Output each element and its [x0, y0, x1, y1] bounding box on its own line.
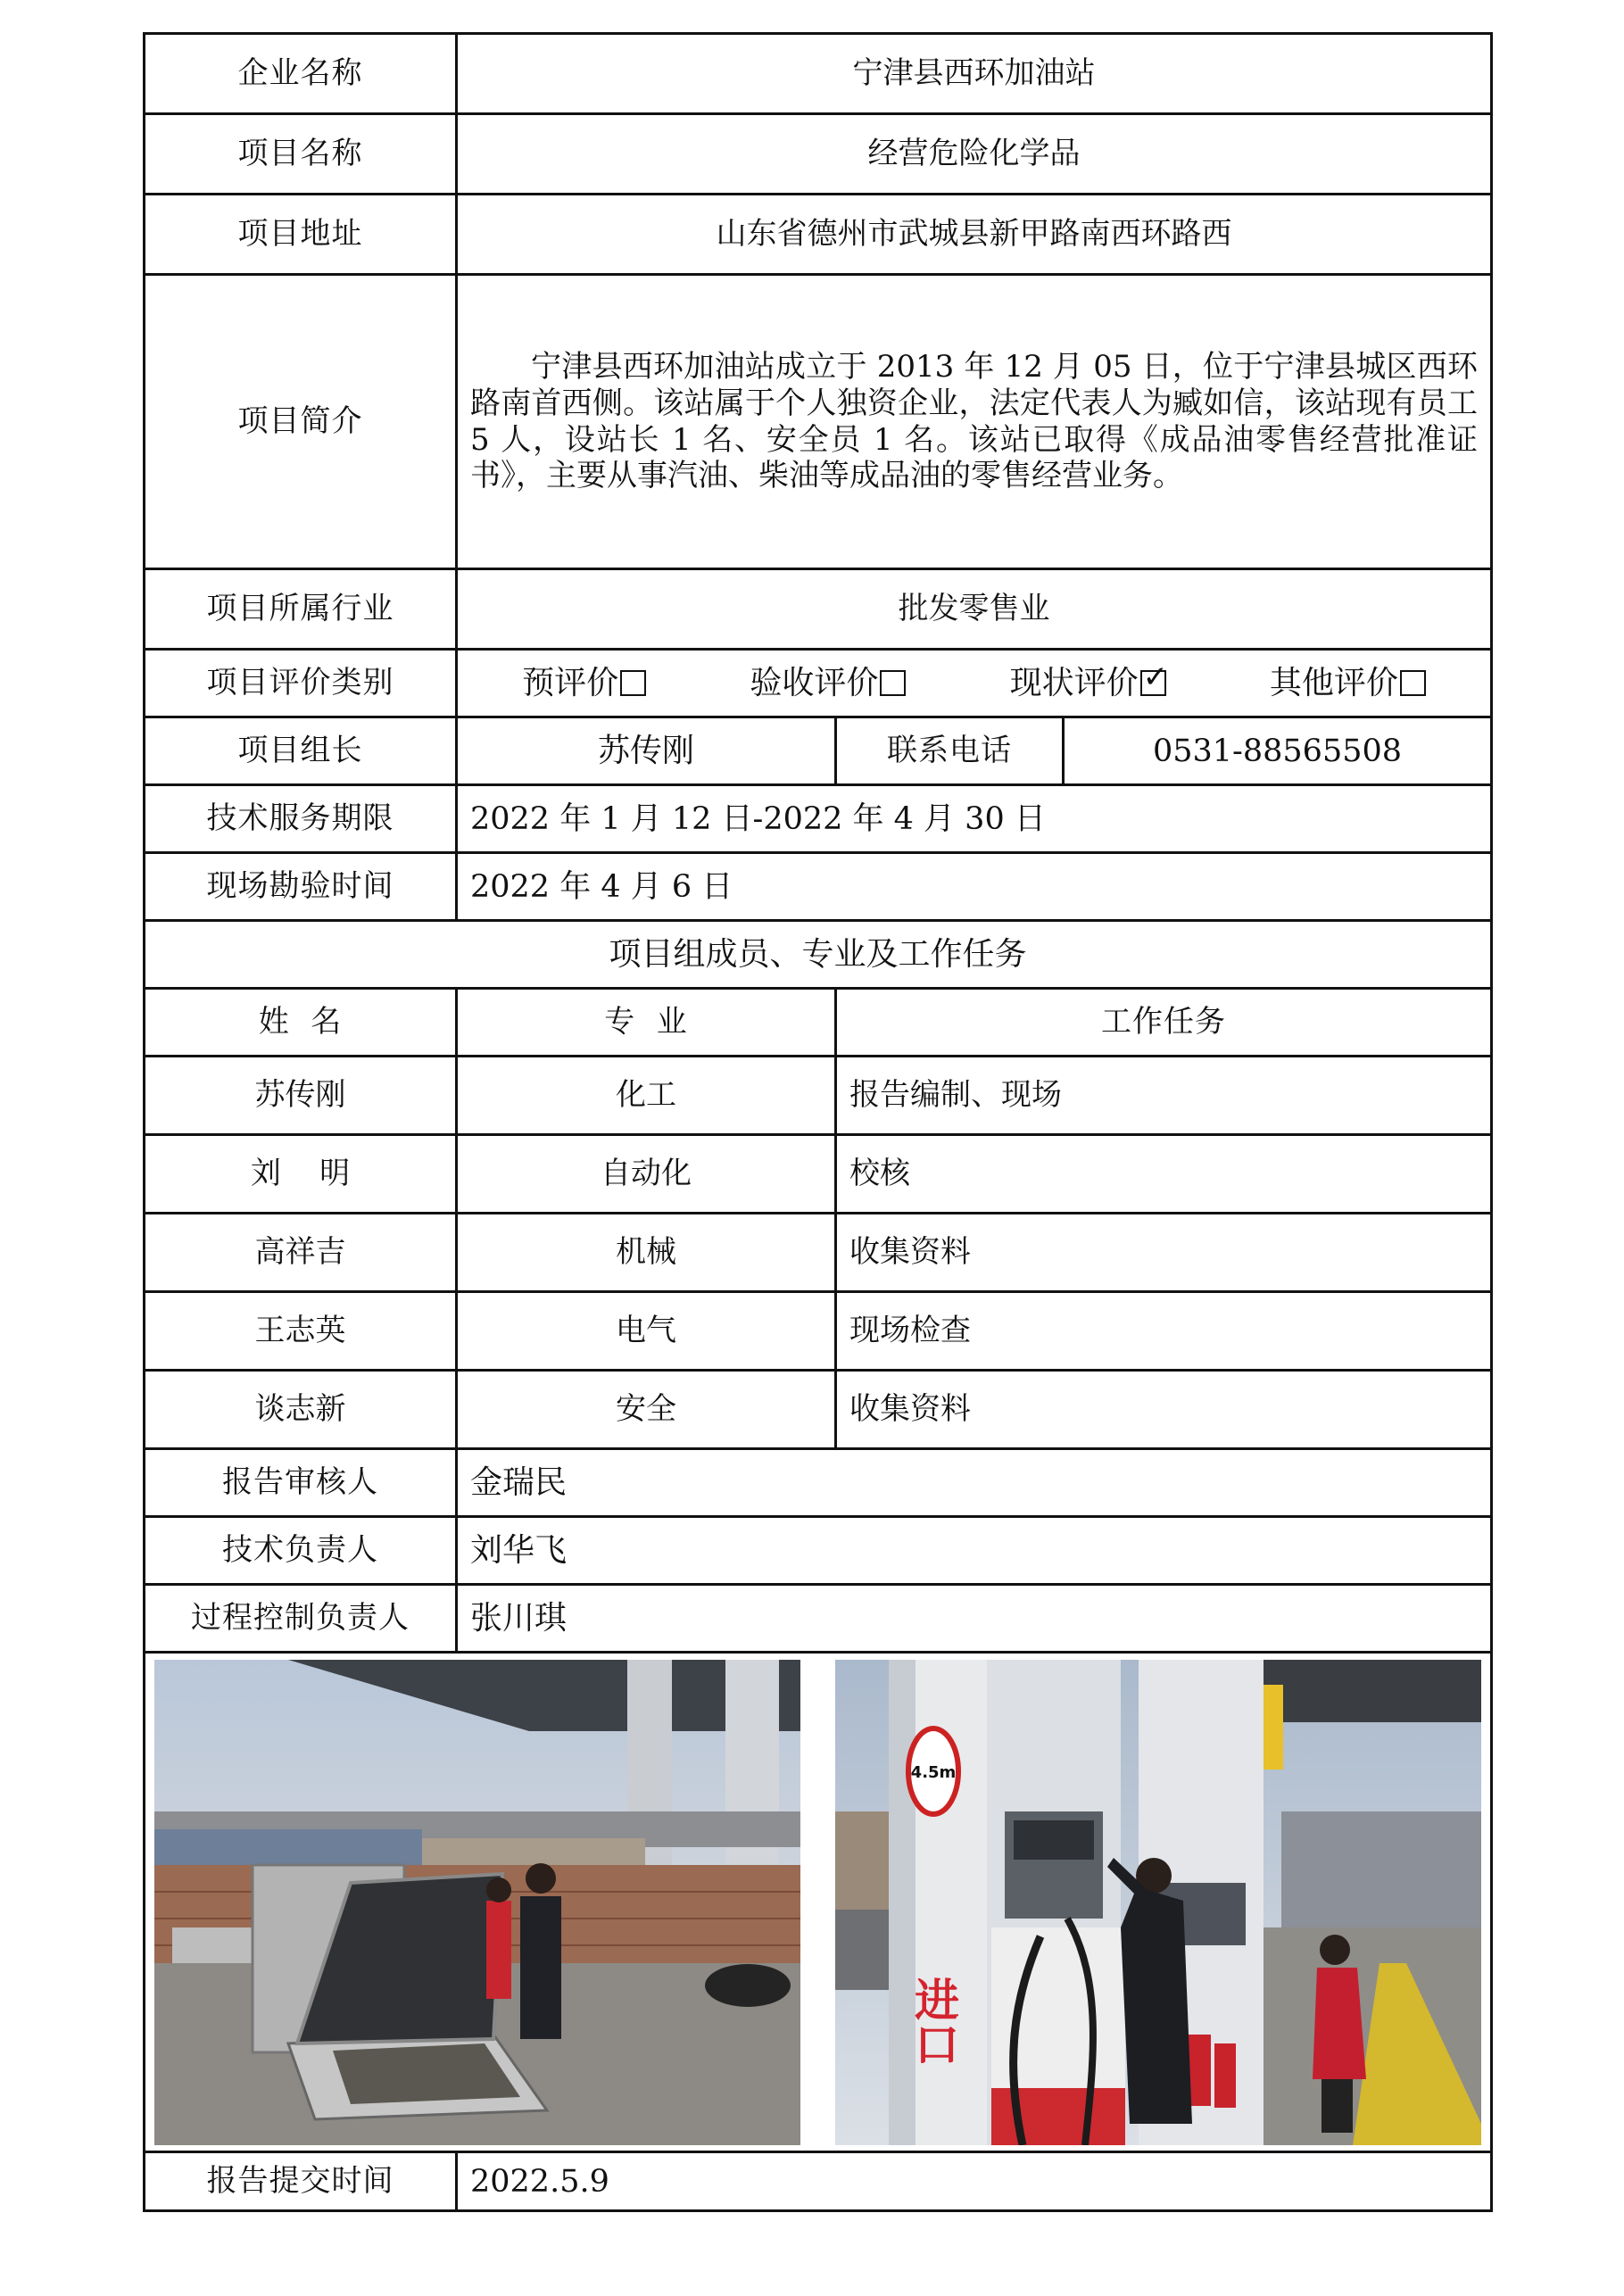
eval-option-other: 其他评价	[1270, 664, 1426, 702]
row-process-lead	[145, 1585, 1492, 1653]
pump-height-badge: 4.5m	[910, 1762, 957, 1782]
service-period-label: 技术服务期限	[145, 785, 457, 853]
member-name: 刘 明	[145, 1135, 457, 1214]
submit-label: 报告提交时间	[145, 2152, 457, 2211]
member-name: 高祥吉	[145, 1214, 457, 1292]
process-lead-value: 张川琪	[457, 1585, 1492, 1653]
intro-label: 项目简介	[145, 275, 457, 569]
site-photo-tank-inspection	[154, 1660, 800, 2145]
site-photo-fuel-dispenser	[835, 1660, 1481, 2145]
table-row	[145, 1371, 1492, 1449]
member-name: 谈志新	[145, 1371, 457, 1449]
industry-label: 项目所属行业	[145, 569, 457, 650]
row-project-name	[145, 114, 1492, 195]
row-tech-lead	[145, 1517, 1492, 1585]
form-table	[143, 32, 1493, 2212]
members-header-row	[145, 989, 1492, 1057]
table-row	[145, 1214, 1492, 1292]
member-major: 电气	[457, 1292, 836, 1371]
eval-option-pre: 预评价	[522, 664, 646, 702]
eval-option-current: 现状评价✓	[1010, 664, 1166, 702]
member-task: 收集资料	[836, 1214, 1492, 1292]
member-task: 现场检查	[836, 1292, 1492, 1371]
row-reviewer	[145, 1449, 1492, 1517]
row-photos	[145, 1653, 1492, 2152]
members-header-major: 专 业	[457, 989, 836, 1057]
company-label: 企业名称	[145, 34, 457, 114]
industry-value: 批发零售业	[457, 569, 1492, 650]
row-company	[145, 34, 1492, 114]
member-task: 校核	[836, 1135, 1492, 1214]
table-row	[145, 1292, 1492, 1371]
member-major: 自动化	[457, 1135, 836, 1214]
member-task: 收集资料	[836, 1371, 1492, 1449]
row-intro	[145, 275, 1492, 569]
reviewer-label: 报告审核人	[145, 1449, 457, 1517]
survey-date-label: 现场勘验时间	[145, 853, 457, 921]
row-service-period	[145, 785, 1492, 853]
row-submit	[145, 2152, 1492, 2211]
row-leader	[145, 717, 1492, 785]
tech-lead-label: 技术负责人	[145, 1517, 457, 1585]
service-period-value: 2022 年 1 月 12 日-2022 年 4 月 30 日	[457, 785, 1492, 853]
member-major: 安全	[457, 1371, 836, 1449]
table-row	[145, 1057, 1492, 1135]
members-header-task: 工作任务	[836, 989, 1492, 1057]
member-task: 报告编制、现场	[836, 1057, 1492, 1135]
tank-inspection-image	[154, 1660, 800, 2145]
row-eval-type	[145, 650, 1492, 717]
reviewer-value: 金瑞民	[457, 1449, 1492, 1517]
member-major: 机械	[457, 1214, 836, 1292]
row-industry	[145, 569, 1492, 650]
eval-type-options	[457, 650, 1492, 717]
member-name: 苏传刚	[145, 1057, 457, 1135]
leader-label: 项目组长	[145, 717, 457, 785]
report-form	[143, 32, 1490, 2212]
address-label: 项目地址	[145, 195, 457, 275]
table-row	[145, 1135, 1492, 1214]
submit-value: 2022.5.9	[457, 2152, 1492, 2211]
leader-value: 苏传刚	[457, 717, 836, 785]
project-name-value: 经营危险化学品	[457, 114, 1492, 195]
entrance-sign: 进口	[907, 1976, 959, 2066]
row-address	[145, 195, 1492, 275]
tech-lead-value: 刘华飞	[457, 1517, 1492, 1585]
survey-date-value: 2022 年 4 月 6 日	[457, 853, 1492, 921]
row-survey-date	[145, 853, 1492, 921]
company-value: 宁津县西环加油站	[457, 34, 1492, 114]
row-members-title	[145, 921, 1492, 989]
eval-type-label: 项目评价类别	[145, 650, 457, 717]
eval-option-acceptance: 验收评价	[750, 664, 906, 702]
project-name-label: 项目名称	[145, 114, 457, 195]
member-major: 化工	[457, 1057, 836, 1135]
checkbox-pre-eval	[620, 670, 646, 696]
fuel-dispenser-image	[835, 1660, 1481, 2145]
member-name: 王志英	[145, 1292, 457, 1371]
phone-label: 联系电话	[836, 717, 1064, 785]
intro-value: 宁津县西环加油站成立于 2013 年 12 月 05 日，位于宁津县城区西环路南首西侧。该站属于个人独资企业，法定代表人为臧如信，该站现有员工 5 人，设站长 1 名、安全员 1 名。该站已取得《成品油零售经营批准证书》，主要从事汽油、柴油等成品油的零售经营业务。	[457, 275, 1492, 569]
members-header-name: 姓 名	[145, 989, 457, 1057]
address-value: 山东省德州市武城县新甲路南西环路西	[457, 195, 1492, 275]
checkbox-current-eval	[1140, 670, 1166, 696]
process-lead-label: 过程控制负责人	[145, 1585, 457, 1653]
checkbox-other-eval	[1400, 670, 1426, 696]
checkbox-acceptance-eval	[880, 670, 906, 696]
members-title: 项目组成员、专业及工作任务	[145, 921, 1492, 989]
phone-value: 0531-88565508	[1064, 717, 1492, 785]
photos-cell	[145, 1653, 1492, 2152]
